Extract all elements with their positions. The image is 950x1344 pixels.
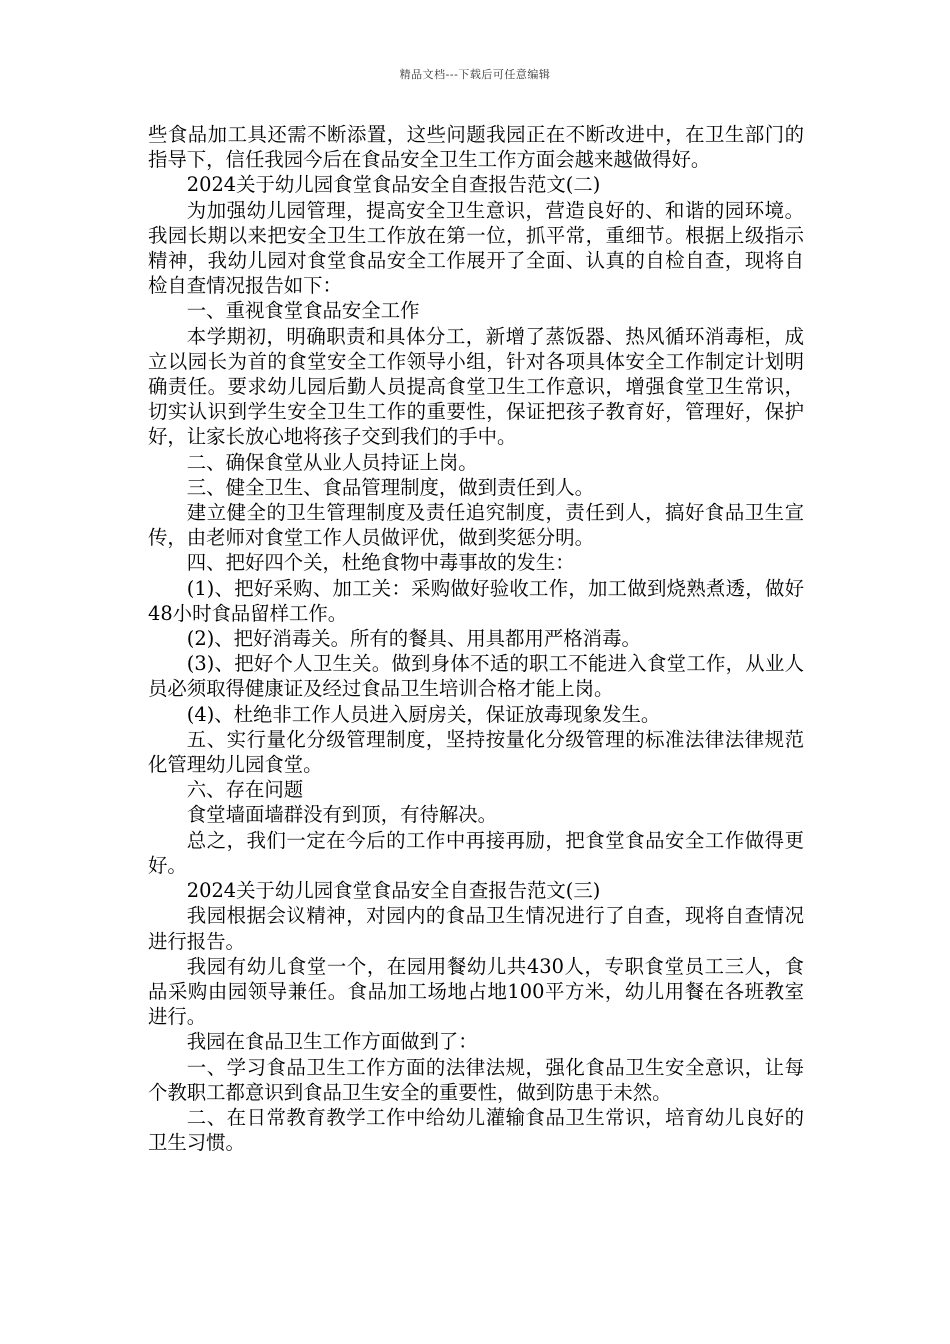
document-body [148, 122, 804, 1155]
section-title: 2024关于幼儿园食堂食品安全自查报告范文(二) [186, 173, 601, 197]
heading: 三、健全卫生、食品管理制度，做到责任到人。 [186, 475, 594, 499]
heading: 一、重视食堂食品安全工作 [186, 299, 420, 323]
paragraph: 为加强幼儿园管理，提高安全卫生意识，营造良好的、和谐的园环境。我园长期以来把安全卫生工作放在第一位，抓平常，重细节。根据上级指示精神，我幼儿园对食堂食品安全工作展开了全面、认真的自检自查，现将自检自查情况报告如下： [148, 198, 804, 298]
paragraph-continued: 些食品加工具还需不断添置，这些问题我园正在不断改进中，在卫生部门的指导下，信任我园今后在食品安全卫生工作方面会越来越做得好。 [148, 123, 804, 172]
heading: 二、确保食堂从业人员持证上岗。 [186, 450, 478, 474]
paragraph: 一、学习食品卫生工作方面的法律法规，强化食品卫生安全意识，让每个教职工都意识到食品卫生安全的重要性，做到防患于未然。 [148, 1055, 804, 1104]
heading: 四、把好四个关，杜绝食物中毒事故的发生： [186, 551, 575, 575]
heading: 五、实行量化分级管理制度，坚持按量化分级管理的标准法律法律规范化管理幼儿园食堂。 [148, 727, 804, 777]
paragraph: 我园在食品卫生工作方面做到了： [186, 1030, 478, 1054]
paragraph: 总之，我们一定在今后的工作中再接再励，把食堂食品安全工作做得更好。 [148, 828, 804, 877]
list-item: (4)、杜绝非工作人员进入厨房关，保证放毒现象发生。 [186, 702, 661, 726]
paragraph: 本学期初，明确职责和具体分工，新增了蒸饭器、热风循环消毒柜，成立以园长为首的食堂安全工作领导小组，针对各项具体安全工作制定计划明确责任。要求幼儿园后勤人员提高食堂卫生工作意识，增强食堂卫生常识，切实认识到学生安全卫生工作的重要性，保证把孩子教育好，管理好，保护好，让家长放心地将孩子交到我们的手中。 [148, 324, 804, 449]
paragraph: 二、在日常教育教学工作中给幼儿灌输食品卫生常识，培育幼儿良好的卫生习惯。 [148, 1105, 804, 1155]
list-item: (1)、把好采购、加工关：采购做好验收工作，加工做到烧熟煮透，做好48小时食品留样工作。 [148, 576, 804, 625]
list-item: (2)、把好消毒关。所有的餐具、用具都用严格消毒。 [186, 627, 641, 651]
paragraph: 我园根据会议精神，对园内的食品卫生情况进行了自查，现将自查情况进行报告。 [148, 904, 804, 953]
paragraph: 建立健全的卫生管理制度及责任追究制度，责任到人，搞好食品卫生宣传，由老师对食堂工作人员做评优，做到奖惩分明。 [148, 501, 804, 550]
paragraph: 我园有幼儿食堂一个，在园用餐幼儿共430人，专职食堂员工三人，食品采购由园领导兼任。食品加工场地占地100平方米，幼儿用餐在各班教室进行。 [148, 954, 804, 1029]
page-header: 精品文档---下载后可任意编辑 [399, 68, 551, 81]
heading: 六、存在问题 [186, 778, 304, 802]
list-item: (3)、把好个人卫生关。做到身体不适的职工不能进入食堂工作，从业人员必须取得健康证及经过食品卫生培训合格才能上岗。 [148, 652, 804, 701]
paragraph: 食堂墙面墙群没有到顶，有待解决。 [186, 803, 498, 827]
section-title: 2024关于幼儿园食堂食品安全自查报告范文(三) [186, 879, 601, 903]
